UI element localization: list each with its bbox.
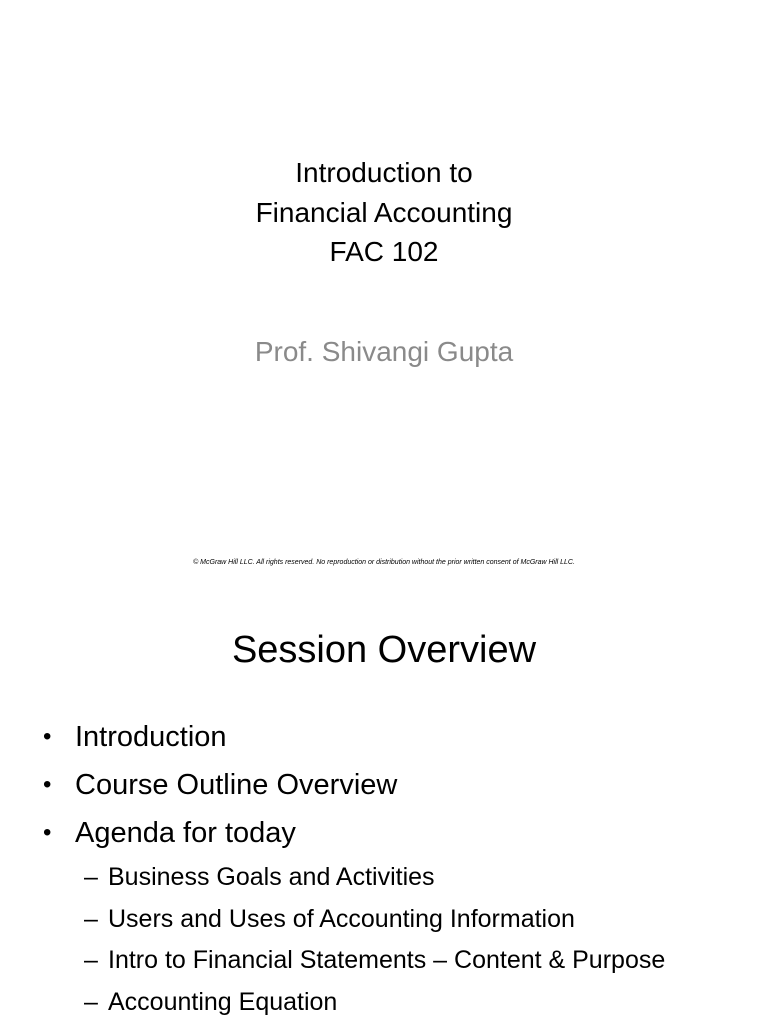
dash-mark: –: [84, 942, 98, 978]
bullet-text: Introduction: [75, 721, 227, 753]
dash-mark: –: [84, 901, 98, 937]
bullet-mark: •: [43, 811, 51, 855]
sub-bullet-item: [0, 942, 768, 984]
bullet-text: Course Outline Overview: [75, 769, 397, 801]
sub-bullet-item: [0, 859, 768, 901]
bullet-mark: •: [43, 763, 51, 807]
title-line-3: FAC 102: [0, 232, 768, 272]
bullet-mark: •: [43, 715, 51, 759]
sub-bullet-item: [0, 901, 768, 943]
bullet-text: Agenda for today: [75, 817, 296, 849]
bullet-item: [0, 763, 768, 811]
slide-title-block: [0, 153, 768, 272]
title-line-2: Financial Accounting: [0, 193, 768, 233]
sub-bullet-text: Intro to Financial Statements – Content & Purpose: [108, 946, 665, 974]
sub-bullet-text: Accounting Equation: [108, 988, 337, 1016]
dash-mark: –: [84, 859, 98, 895]
overview-slide: [0, 590, 768, 1024]
sub-bullet-item: [0, 984, 768, 1025]
title-line-1: Introduction to: [0, 153, 768, 193]
session-overview-title: Session Overview: [0, 626, 768, 674]
bullet-item: [0, 715, 768, 763]
copyright-notice: © McGraw Hill LLC. All rights reserved. No reproduction or distribution without the prior written consent of McGraw Hill LLC.: [0, 558, 768, 568]
dash-mark: –: [84, 984, 98, 1020]
sub-bullet-text: Users and Uses of Accounting Information: [108, 905, 575, 933]
bullet-list: [0, 715, 768, 1025]
presenter-name: Prof. Shivangi Gupta: [0, 334, 768, 370]
sub-bullet-text: Business Goals and Activities: [108, 863, 435, 891]
bullet-item: [0, 811, 768, 859]
